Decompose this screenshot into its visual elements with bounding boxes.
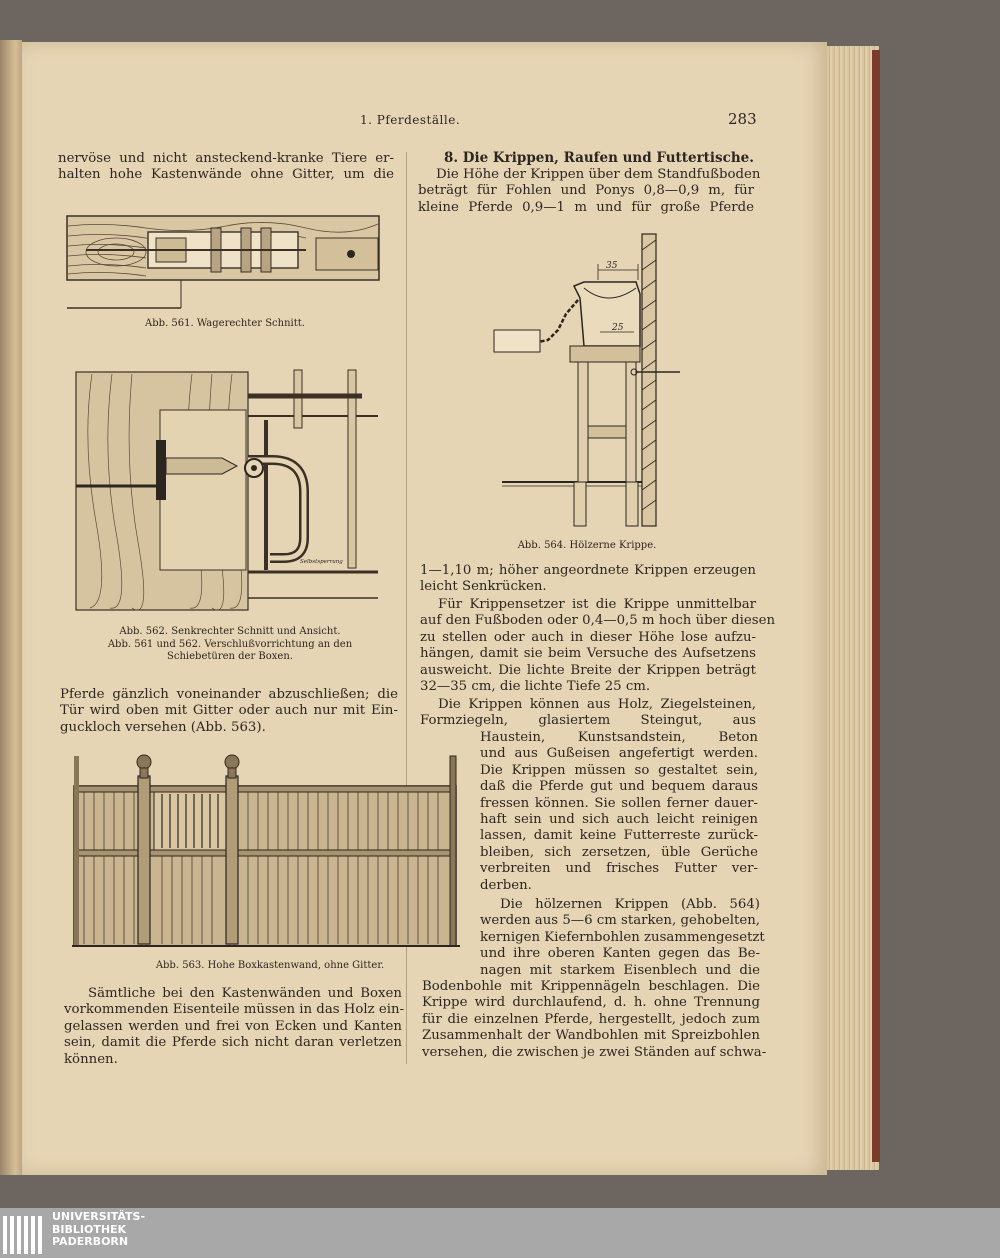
text-line: Für Krippensetzer ist die Krippe unmittelbar: [438, 597, 756, 612]
text-line: und aus Gußeisen angefertigt werden.: [480, 746, 758, 762]
figure-564-wooden-manger: [488, 230, 688, 530]
text-line: Tür wird oben mit Gitter oder auch nur mit Ein-: [60, 703, 398, 719]
text-line: Die hölzernen Krippen (Abb. 564): [500, 897, 760, 912]
library-name: [52, 1211, 145, 1249]
text-line: für die einzelnen Pferde, hergestellt, jedoch zum: [422, 1011, 760, 1027]
text-line: vorkommenden Eisenteile müssen in das Holz ein-: [64, 1002, 405, 1018]
text-line: fressen können. Sie sollen ferner dauer-: [480, 795, 758, 811]
library-footer: [0, 1208, 1000, 1258]
text-line: bleiben, sich zersetzen, üble Gerüche: [480, 844, 758, 860]
figure-563-caption: Abb. 563. Hohe Boxkastenwand, ohne Gitter.: [155, 960, 385, 971]
text-line: Bodenbohle mit Krippennägeln beschlagen. Die: [422, 979, 760, 994]
text-line: 32—35 cm, die lichte Tiefe 25 cm.: [420, 679, 651, 695]
text-line: Die Höhe der Krippen über dem Standfußboden: [436, 167, 761, 182]
library-logo-icon: [3, 1212, 45, 1256]
right-paragraph-2: [420, 597, 776, 695]
text-line: halten hohe Kastenwände ohne Gitter, um die: [58, 167, 394, 183]
text-line: derben.: [480, 877, 532, 893]
right-paragraph-4-wide: [422, 979, 767, 1061]
text-line: zu stellen oder auch in dieser Höhe lose aufzu-: [420, 629, 756, 645]
figure-562-caption-2: Abb. 561 und 562. Verschlußvorrichtung an den: [107, 639, 353, 650]
right-intro-paragraph: [418, 167, 761, 216]
left-middle-paragraph: [60, 687, 398, 736]
text-line: daß die Pferde gut und bequem daraus: [480, 779, 758, 795]
library-name-line: UNIVERSITÄTS-: [52, 1210, 146, 1223]
library-name-line: BIBLIOTHEK: [52, 1222, 127, 1236]
text-line: lassen, damit keine Futterreste zurück-: [480, 828, 758, 844]
text-line: nagen mit starkem Eisenblech und die: [480, 962, 760, 978]
figure-562-vertical-section: [72, 362, 384, 612]
figure-562-inner-label: Selbstsperrung: [300, 559, 343, 565]
figure-564-caption: Abb. 564. Hölzerne Krippe.: [517, 540, 657, 551]
figure-564-dim-top: 35: [606, 261, 618, 271]
text-line: 1—1,10 m; höher angeordnete Krippen erzeugen: [420, 563, 756, 578]
left-final-paragraph: [64, 986, 405, 1068]
text-line: Die Krippen können aus Holz, Ziegelsteinen,: [438, 697, 756, 712]
figure-562-caption-1: Abb. 562. Senkrechter Schnitt und Ansicht.: [119, 626, 341, 637]
figure-561-horizontal-section: [66, 212, 382, 312]
text-line: Zusammenhalt der Wandbohlen mit Spreizbohlen: [422, 1028, 760, 1044]
text-line: Die Krippen müssen so gestaltet sein,: [480, 762, 758, 778]
text-line: Sämtliche bei den Kastenwänden und Boxen: [88, 986, 402, 1001]
text-line: Pferde gänzlich voneinander abzuschließen; die: [60, 687, 398, 702]
text-line: Haustein, Kunstsandstein, Beton: [480, 730, 758, 745]
section-heading: 8. Die Krippen, Raufen und Futtertische.: [444, 150, 754, 166]
text-line: hängen, damit sie beim Versuche des Aufsetzens: [420, 646, 756, 662]
right-paragraph-3-narrow: [480, 730, 758, 894]
text-line: ausweicht. Die lichte Breite der Krippen beträgt: [420, 662, 756, 678]
figure-561-caption: Abb. 561. Wagerechter Schnitt.: [145, 318, 305, 329]
text-line: Krippe wird durchlaufend, d. h. ohne Trennung: [422, 995, 760, 1011]
page-number: 283: [728, 110, 757, 128]
running-title: 1. Pferdeställe.: [360, 113, 461, 127]
text-line: sein, damit die Pferde sich nicht daran verletzen: [64, 1035, 402, 1051]
book-cover-edge: [872, 50, 880, 1162]
text-line: kleine Pferde 0,9—1 m und für große Pferde: [418, 199, 754, 215]
text-line: kernigen Kiefernbohlen zusammengesetzt: [480, 929, 765, 945]
text-line: gelassen werden und frei von Ecken und Kanten: [64, 1018, 402, 1034]
figure-562-caption-3: Schiebetüren der Boxen.: [167, 651, 293, 662]
right-paragraph-4-narrow: [480, 897, 765, 979]
right-paragraph-3-wide: [420, 697, 756, 730]
text-line: Formziegeln, glasiertem Steingut, aus: [420, 713, 756, 729]
text-line: beträgt für Fohlen und Ponys 0,8—0,9 m, für: [418, 183, 754, 199]
text-line: verbreiten und frisches Futter ver-: [480, 861, 758, 877]
left-intro-paragraph: [58, 151, 394, 184]
figure-564-dim-inner: 25: [612, 323, 624, 333]
text-line: werden aus 5—6 cm starken, gehobelten,: [480, 913, 761, 929]
text-line: guckloch versehen (Abb. 563).: [60, 719, 266, 735]
text-line: nervöse und nicht ansteckend-kranke Tiere er-: [58, 151, 394, 166]
figure-563-box-wall: [72, 750, 460, 950]
text-line: und ihre oberen Kanten gegen das Be-: [480, 946, 760, 962]
text-line: können.: [64, 1051, 118, 1067]
library-name-line: PADERBORN: [52, 1235, 129, 1248]
text-line: auf den Fußboden oder 0,4—0,5 m hoch über diesen: [420, 613, 776, 629]
previous-page-edge: [0, 40, 22, 1175]
text-line: haft sein und sich auch leicht reinigen: [480, 812, 758, 828]
text-line: versehen, die zwischen je zwei Ständen auf schwa-: [422, 1044, 767, 1060]
text-line: leicht Senkrücken.: [420, 579, 547, 595]
right-paragraph-1: [420, 563, 756, 596]
